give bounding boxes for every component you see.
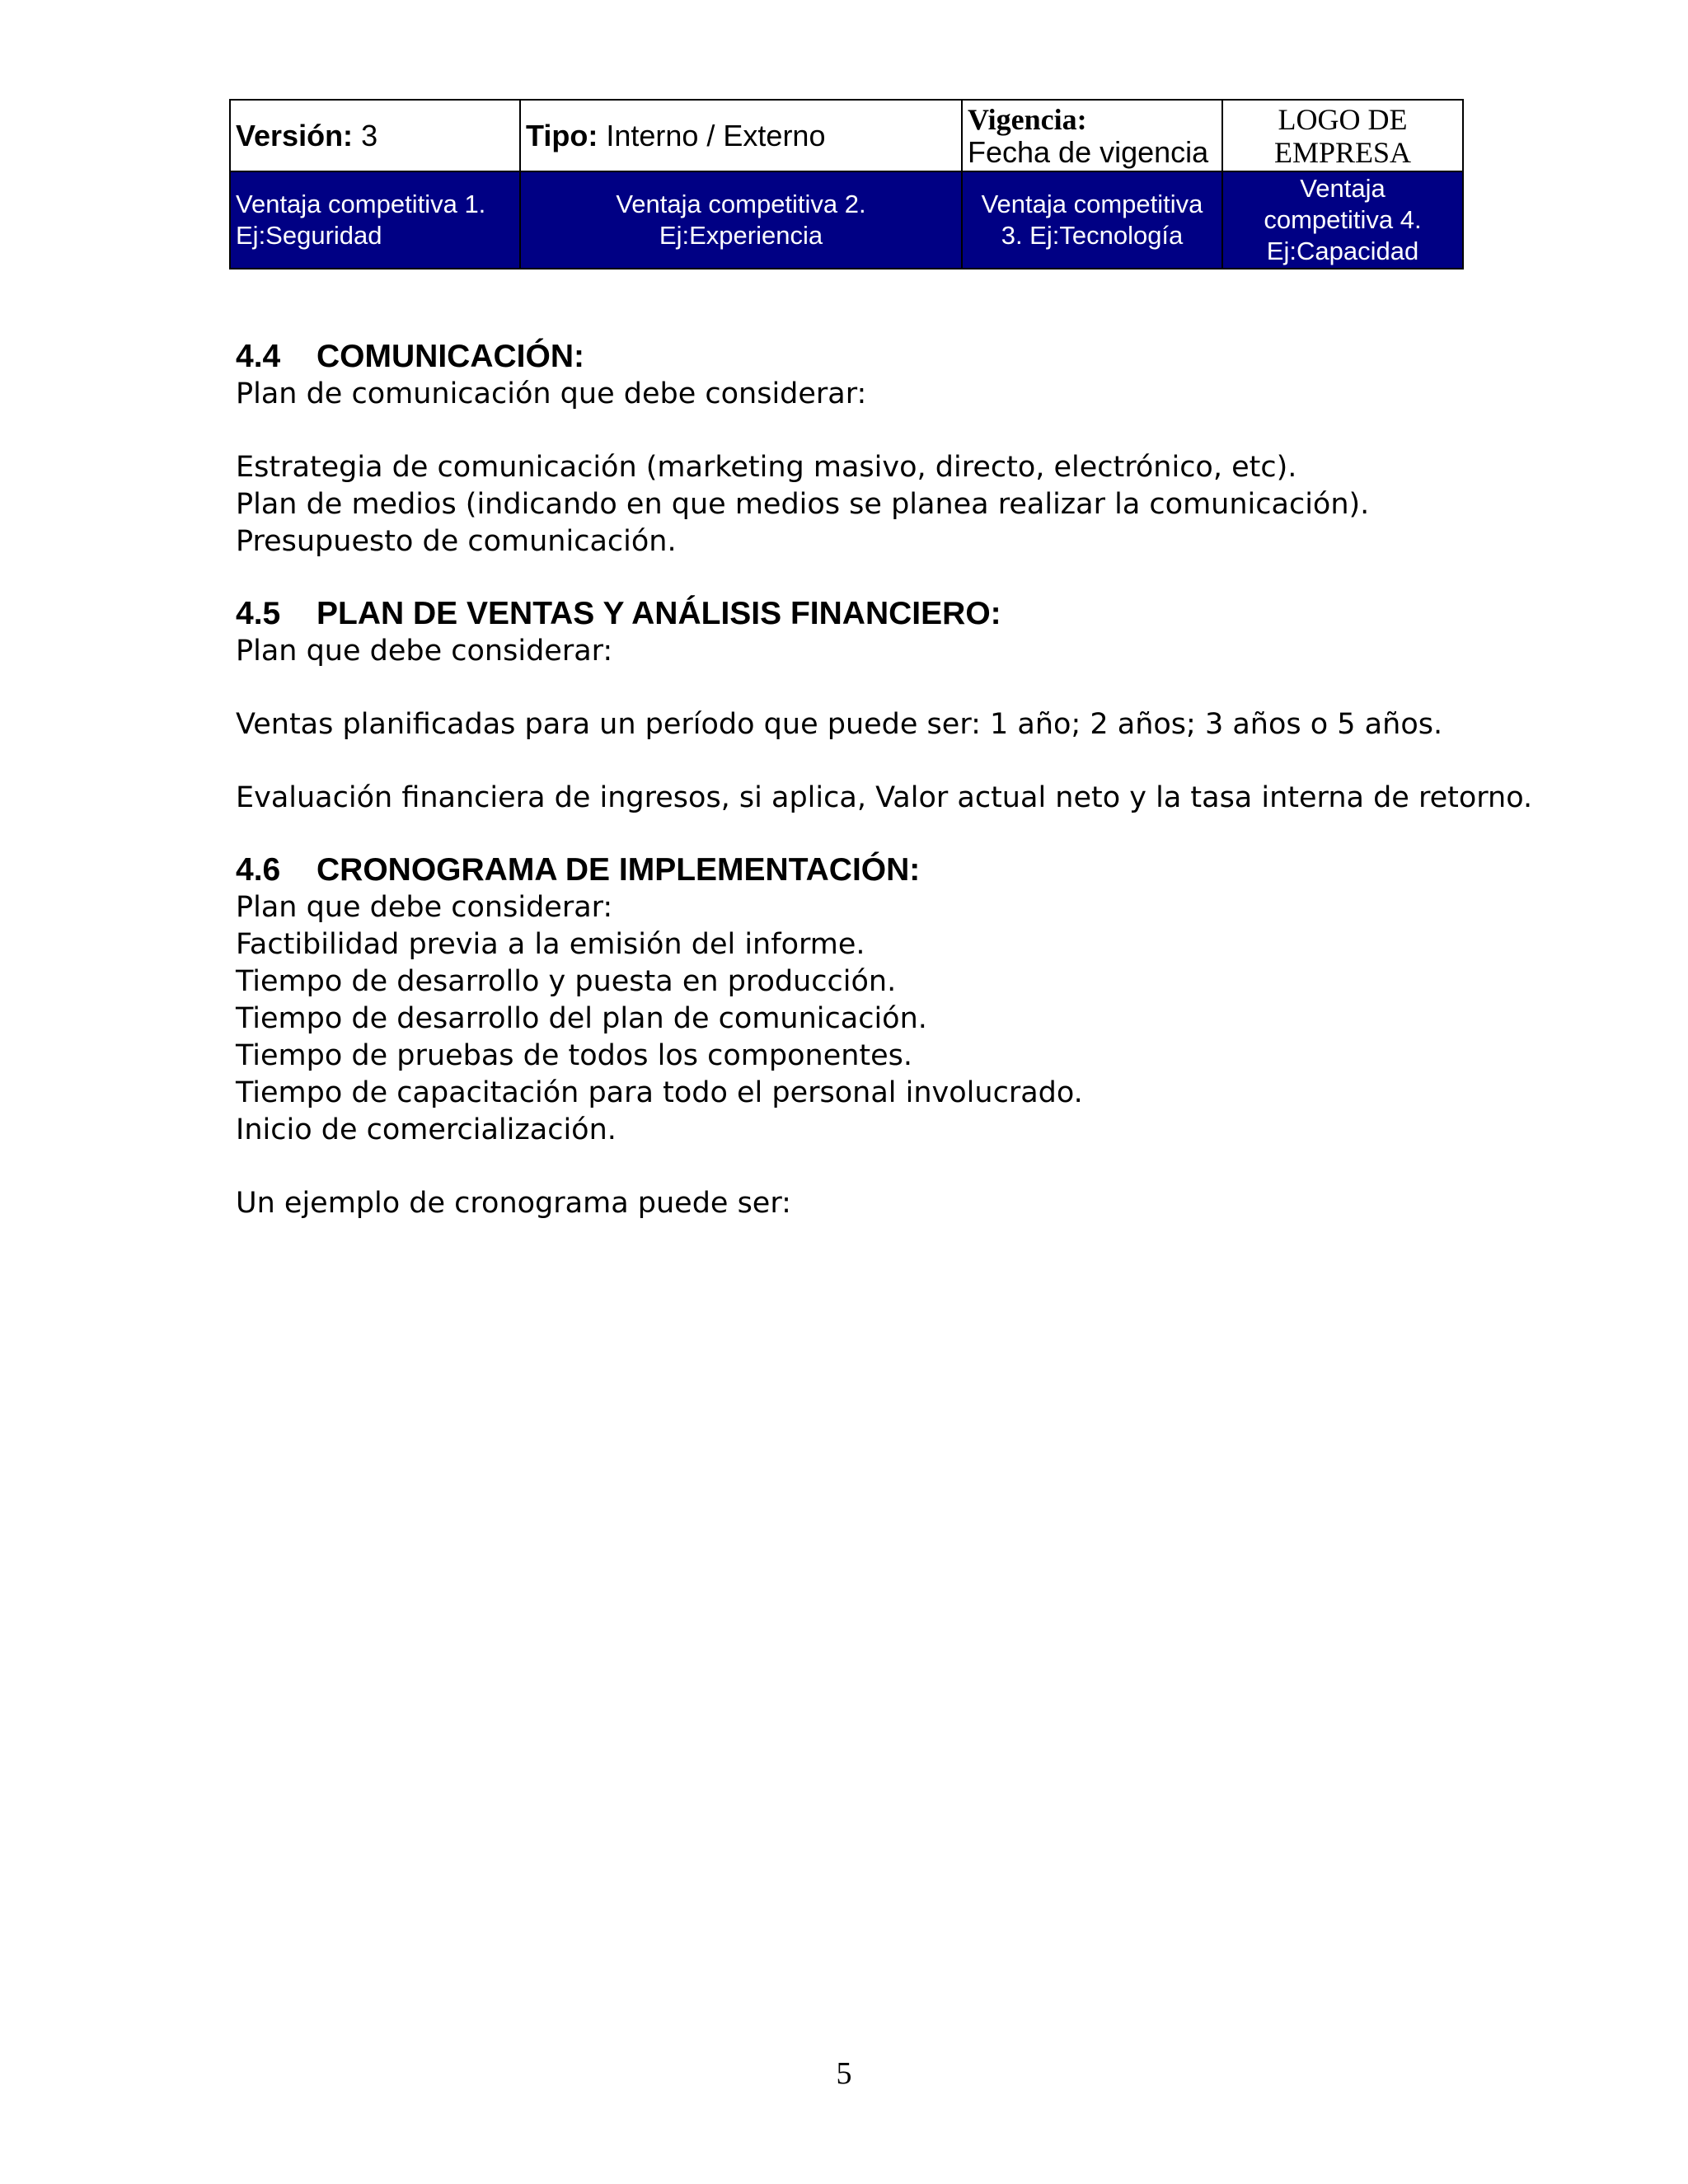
list-item: Tiempo de capacitación para todo el personal involucrado. [236,1076,1083,1109]
section-number: 4.4 [236,339,281,374]
section-intro: Plan que debe considerar: [236,635,613,668]
section-title: PLAN DE VENTAS Y ANÁLISIS FINANCIERO: [316,596,1001,631]
tipo-label: Tipo: [526,118,598,152]
advantage-3-line-1: Ventaja competitiva [981,190,1203,218]
section-title: COMUNICACIÓN: [316,339,584,374]
company-logo-placeholder [1222,100,1463,171]
section-number: 4.6 [236,852,281,888]
tipo-cell [520,100,962,171]
list-item: Plan de medios (indicando en que medios se planea realizar la comunicación). [236,488,1370,521]
section-heading-4-6 [236,851,1472,889]
list-item: Tiempo de desarrollo y puesta en producción. [236,965,897,998]
section-number: 4.5 [236,596,281,631]
paragraph: Ventas planificadas para un período que puede ser: 1 año; 2 años; 3 años o 5 años. [236,708,1443,741]
logo-line-1: LOGO DE [1278,102,1408,136]
section-intro: Plan de comunicación que debe considerar: [236,377,867,410]
version-cell [230,100,520,171]
advantage-2-line-1: Ventaja competitiva 2. [616,190,866,218]
vigencia-label: Vigencia: [968,102,1087,136]
advantages-band [230,171,1463,269]
advantage-cell-4 [1222,171,1463,269]
advantage-cell-1 [230,171,520,269]
list-item: Presupuesto de comunicación. [236,525,677,558]
advantage-4-line-2: competitiva 4. [1264,205,1422,234]
logo-line-2: EMPRESA [1273,135,1412,169]
list-item: Inicio de comercialización. [236,1113,617,1146]
section-heading-4-5 [236,595,1472,633]
header-info-row [230,100,1463,171]
advantage-4-line-1: Ventaja [1300,174,1386,203]
advantage-cell-2 [520,171,962,269]
tipo-value: Interno / Externo [606,118,826,152]
list-item: Tiempo de desarrollo del plan de comunicación. [236,1002,927,1035]
document-header-table [229,99,1464,269]
advantage-2-line-2: Ej:Experiencia [659,221,823,250]
document-body [236,338,1533,1222]
advantage-3-line-2: 3. Ej:Tecnología [1001,221,1184,250]
advantage-cell-3 [962,171,1222,269]
advantage-1-line-1: Ventaja competitiva 1. [236,190,486,218]
paragraph: Evaluación financiera de ingresos, si aplica, Valor actual neto y la tasa interna de retorno. [236,781,1533,814]
vigencia-value: Fecha de vigencia [968,134,1209,169]
section-title: CRONOGRAMA DE IMPLEMENTACIÓN: [316,852,921,888]
list-item: Factibilidad previa a la emisión del informe. [236,928,865,961]
page-number: 5 [836,2056,852,2091]
advantage-1-line-2: Ej:Seguridad [236,221,382,250]
list-item: Tiempo de pruebas de todos los componentes. [236,1039,913,1072]
vigencia-cell [962,100,1222,171]
section-heading-4-4 [236,338,1472,376]
section-intro: Plan que debe considerar: [236,891,613,924]
closing-line: Un ejemplo de cronograma puede ser: [236,1187,791,1220]
version-label: Versión: [236,118,354,152]
advantage-4-line-3: Ej:Capacidad [1266,237,1419,265]
list-item: Estrategia de comunicación (marketing masivo, directo, electrónico, etc). [236,451,1297,484]
version-value: 3 [361,118,378,152]
